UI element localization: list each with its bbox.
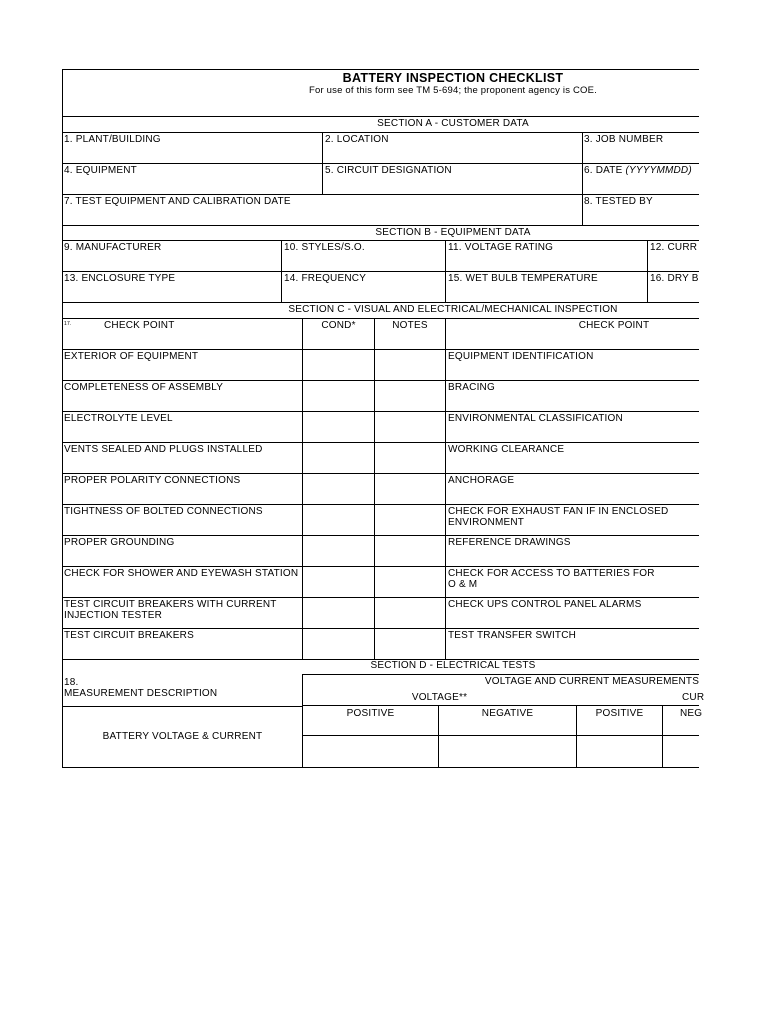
- checkpoint-transfer-switch: TEST TRANSFER SWITCH: [448, 630, 577, 641]
- field-circuit-designation[interactable]: 5. CIRCUIT DESIGNATION: [325, 165, 452, 176]
- checkpoint-bolted-connections: TIGHTNESS OF BOLTED CONNECTIONS: [64, 506, 263, 517]
- rule: [302, 318, 303, 659]
- rule: [62, 163, 699, 164]
- field-equipment[interactable]: 4. EQUIPMENT: [64, 165, 137, 176]
- battery-voltage-current-label: BATTERY VOLTAGE & CURRENT: [102, 731, 263, 742]
- field-tested-by[interactable]: 8. TESTED BY: [584, 196, 653, 207]
- rule: [582, 132, 583, 226]
- checkpoint-exhaust-fan: CHECK FOR EXHAUST FAN IF IN ENCLOSED: [448, 506, 669, 517]
- field-test-equipment[interactable]: 7. TEST EQUIPMENT AND CALIBRATION DATE: [64, 196, 291, 207]
- checkpoint-breakers-injection-line2: INJECTION TESTER: [64, 610, 163, 621]
- checkpoint-working-clearance: WORKING CLEARANCE: [448, 444, 565, 455]
- measurements-header: VOLTAGE AND CURRENT MEASUREMENTS: [484, 676, 700, 687]
- field-manufacturer[interactable]: 9. MANUFACTURER: [64, 242, 162, 253]
- field-date-format: (YYYYMMDD): [625, 165, 692, 176]
- form-top-border: [62, 69, 699, 70]
- rule: [62, 706, 302, 707]
- voltage-positive-header: POSITIVE: [346, 708, 395, 719]
- rule: [62, 380, 699, 381]
- field-frequency[interactable]: 14. FREQUENCY: [284, 273, 367, 284]
- checkpoint-equipment-identification: EQUIPMENT IDENTIFICATION: [448, 351, 594, 362]
- voltage-negative-cell[interactable]: [439, 736, 576, 767]
- rule: [62, 411, 699, 412]
- checkpoint-anchorage: ANCHORAGE: [448, 475, 515, 486]
- rule: [62, 116, 699, 117]
- section-b-header: SECTION B - EQUIPMENT DATA: [375, 227, 531, 238]
- measurement-description-label: MEASUREMENT DESCRIPTION: [64, 688, 218, 699]
- rule: [62, 302, 699, 303]
- rule: [62, 225, 699, 226]
- section-a-header: SECTION A - CUSTOMER DATA: [377, 118, 529, 129]
- current-positive-cell[interactable]: [577, 736, 662, 767]
- rule: [62, 194, 699, 195]
- rule: [374, 318, 375, 659]
- voltage-positive-cell[interactable]: [303, 736, 438, 767]
- checkpoint-polarity: PROPER POLARITY CONNECTIONS: [64, 475, 241, 486]
- rule: [62, 535, 699, 536]
- item-number-17: 17.: [64, 321, 72, 327]
- checkpoint-environmental-classification: ENVIRONMENTAL CLASSIFICATION: [448, 413, 623, 424]
- voltage-header: VOLTAGE**: [411, 692, 468, 703]
- col-header-checkpoint-right: CHECK POINT: [578, 320, 650, 331]
- field-voltage-rating[interactable]: 11. VOLTAGE RATING: [448, 242, 554, 253]
- field-plant-building[interactable]: 1. PLANT/BUILDING: [64, 134, 161, 145]
- col-header-cond: COND*: [321, 320, 356, 331]
- rule: [62, 442, 699, 443]
- current-header: CUR: [682, 692, 705, 703]
- section-c-header: SECTION C - VISUAL AND ELECTRICAL/MECHANICAL INSPECTION: [288, 304, 618, 315]
- checkpoint-reference-drawings: REFERENCE DRAWINGS: [448, 537, 571, 548]
- col-header-notes: NOTES: [392, 320, 428, 331]
- field-date[interactable]: [584, 165, 692, 176]
- form-bottom-border: [62, 767, 699, 768]
- rule: [62, 318, 699, 319]
- field-wet-bulb-temperature[interactable]: 15. WET BULB TEMPERATURE: [448, 273, 598, 284]
- rule: [302, 674, 699, 675]
- checkpoint-ups-alarms: CHECK UPS CONTROL PANEL ALARMS: [448, 599, 642, 610]
- rule: [62, 240, 699, 241]
- rule: [302, 705, 699, 706]
- rule: [62, 504, 699, 505]
- rule: [445, 240, 446, 302]
- field-dry-bulb-temperature[interactable]: 16. DRY B: [650, 273, 699, 284]
- checkpoint-test-breakers: TEST CIRCUIT BREAKERS: [64, 630, 194, 641]
- checkpoint-bracing: BRACING: [448, 382, 495, 393]
- current-negative-cell[interactable]: [663, 736, 699, 767]
- form-left-border: [62, 69, 63, 768]
- form-title: BATTERY INSPECTION CHECKLIST: [342, 71, 564, 85]
- section-d-header: SECTION D - ELECTRICAL TESTS: [370, 660, 536, 671]
- checkpoint-completeness: COMPLETENESS OF ASSEMBLY: [64, 382, 224, 393]
- checkpoint-exterior: EXTERIOR OF EQUIPMENT: [64, 351, 199, 362]
- field-job-number[interactable]: 3. JOB NUMBER: [584, 134, 664, 145]
- rule: [445, 318, 446, 659]
- rule: [62, 271, 699, 272]
- checkpoint-breakers-injection: TEST CIRCUIT BREAKERS WITH CURRENT: [64, 599, 277, 610]
- checkpoint-grounding: PROPER GROUNDING: [64, 537, 175, 548]
- current-positive-header: POSITIVE: [595, 708, 644, 719]
- checkpoint-access-batteries-line2: O & M: [448, 579, 478, 590]
- rule: [281, 240, 282, 302]
- field-styles-so[interactable]: 10. STYLES/S.O.: [284, 242, 365, 253]
- field-current-rating[interactable]: 12. CURR: [650, 242, 698, 253]
- rule: [647, 240, 648, 302]
- rule: [62, 132, 699, 133]
- checkpoint-exhaust-fan-line2: ENVIRONMENT: [448, 517, 525, 528]
- field-date-label: 6. DATE: [584, 165, 626, 176]
- checkpoint-vents-sealed: VENTS SEALED AND PLUGS INSTALLED: [64, 444, 263, 455]
- rule: [62, 566, 699, 567]
- rule: [62, 349, 699, 350]
- checkpoint-shower-eyewash: CHECK FOR SHOWER AND EYEWASH STATION: [64, 568, 299, 579]
- current-negative-header: NEG: [680, 708, 703, 719]
- rule: [322, 132, 323, 194]
- rule: [62, 628, 699, 629]
- rule: [62, 473, 699, 474]
- item-number-18: 18.: [64, 677, 79, 688]
- form-subtitle: For use of this form see TM 5-694; the proponent agency is COE.: [308, 85, 598, 96]
- col-header-checkpoint: CHECK POINT: [104, 320, 175, 331]
- checkpoint-electrolyte-level: ELECTROLYTE LEVEL: [64, 413, 173, 424]
- field-enclosure-type[interactable]: 13. ENCLOSURE TYPE: [64, 273, 176, 284]
- field-location[interactable]: 2. LOCATION: [325, 134, 389, 145]
- voltage-negative-header: NEGATIVE: [481, 708, 534, 719]
- checkpoint-access-batteries: CHECK FOR ACCESS TO BATTERIES FOR: [448, 568, 655, 579]
- rule: [62, 597, 699, 598]
